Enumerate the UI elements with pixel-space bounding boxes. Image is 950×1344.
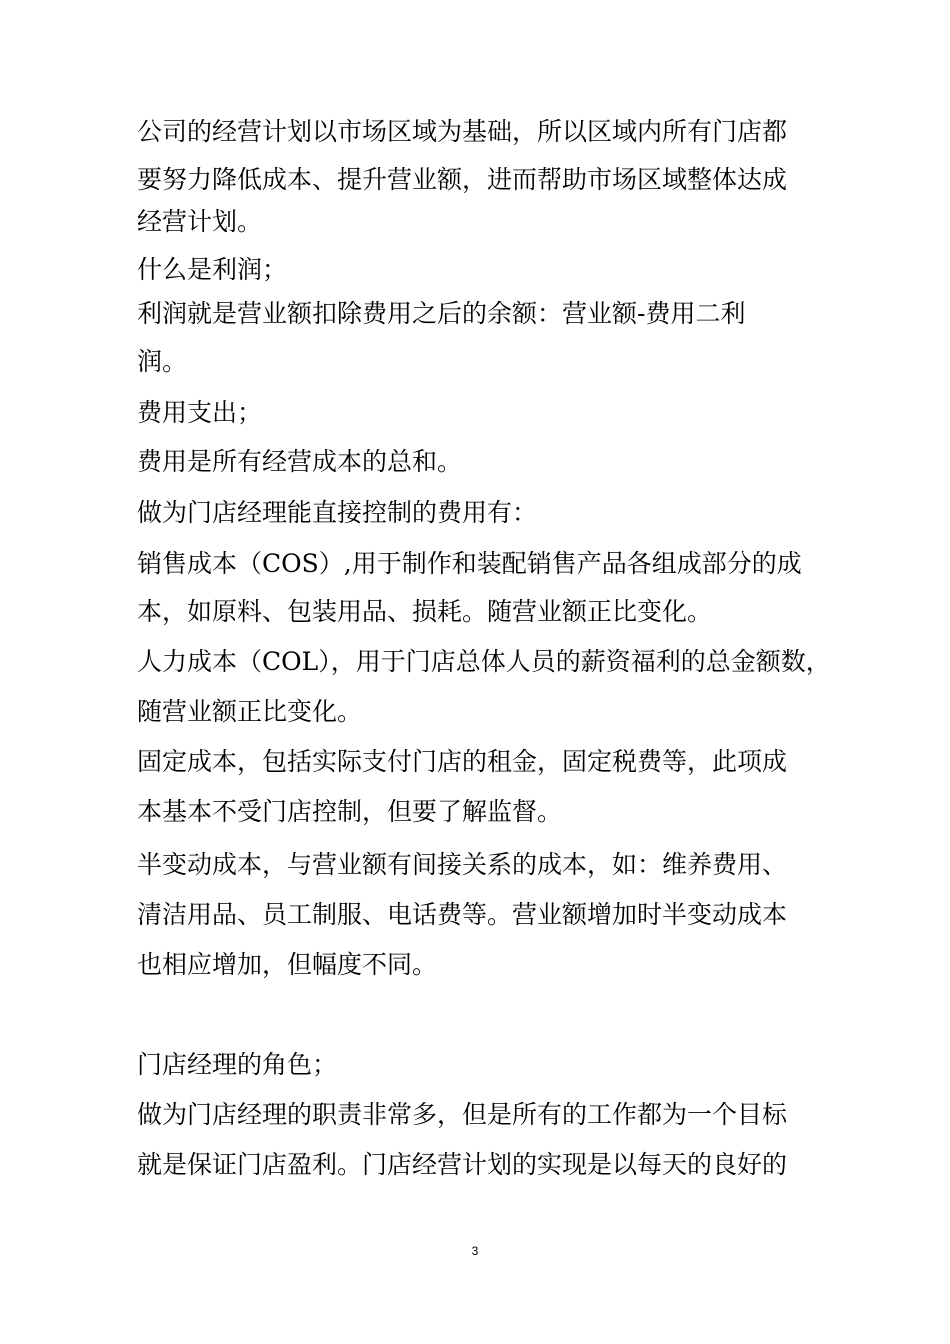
paragraph-line: 做为门店经理的职责非常多，但是所有的工作都为一个目标	[137, 1100, 788, 1129]
paragraph-line: 清洁用品、员工制服、电话费等。营业额增加时半变动成本	[137, 900, 788, 929]
paragraph-line: 做为门店经理能直接控制的费用有：	[137, 498, 538, 527]
paragraph-line: 要努力降低成本、提升营业额，进而帮助市场区域整体达成	[137, 165, 788, 194]
section-heading: 什么是利润；	[137, 255, 288, 284]
paragraph-line: 半变动成本，与营业额有间接关系的成本，如：维养费用、	[137, 850, 788, 879]
paragraph-line: 经营计划。	[137, 207, 263, 236]
paragraph-line: 公司的经营计划以市场区域为基础，所以区域内所有门店都	[137, 117, 788, 146]
paragraph-line: 润。	[137, 347, 188, 376]
paragraph-line: 随营业额正比变化。	[137, 697, 363, 726]
section-heading: 费用支出；	[137, 398, 263, 427]
paragraph-line: 利润就是营业额扣除费用之后的余额：营业额-费用二利	[137, 299, 746, 328]
page-number: 3	[471, 1244, 479, 1258]
paragraph-line: 也相应增加，但幅度不同。	[137, 950, 438, 979]
section-heading: 门店经理的角色；	[137, 1050, 338, 1079]
paragraph-line: 本，如原料、包装用品、损耗。随营业额正比变化。	[137, 597, 713, 626]
paragraph-line: 人力成本（COL），用于门店总体人员的薪资福利的总金额数，	[137, 647, 831, 676]
paragraph-line: 就是保证门店盈利。门店经营计划的实现是以每天的良好的	[137, 1150, 788, 1179]
paragraph-line: 销售成本（COS）,用于制作和装配销售产品各组成部分的成	[137, 549, 802, 578]
paragraph-line: 本基本不受门店控制，但要了解监督。	[137, 797, 563, 826]
paragraph-line: 固定成本，包括实际支付门店的租金，固定税费等，此项成	[137, 747, 788, 776]
paragraph-line: 费用是所有经营成本的总和。	[137, 447, 463, 476]
